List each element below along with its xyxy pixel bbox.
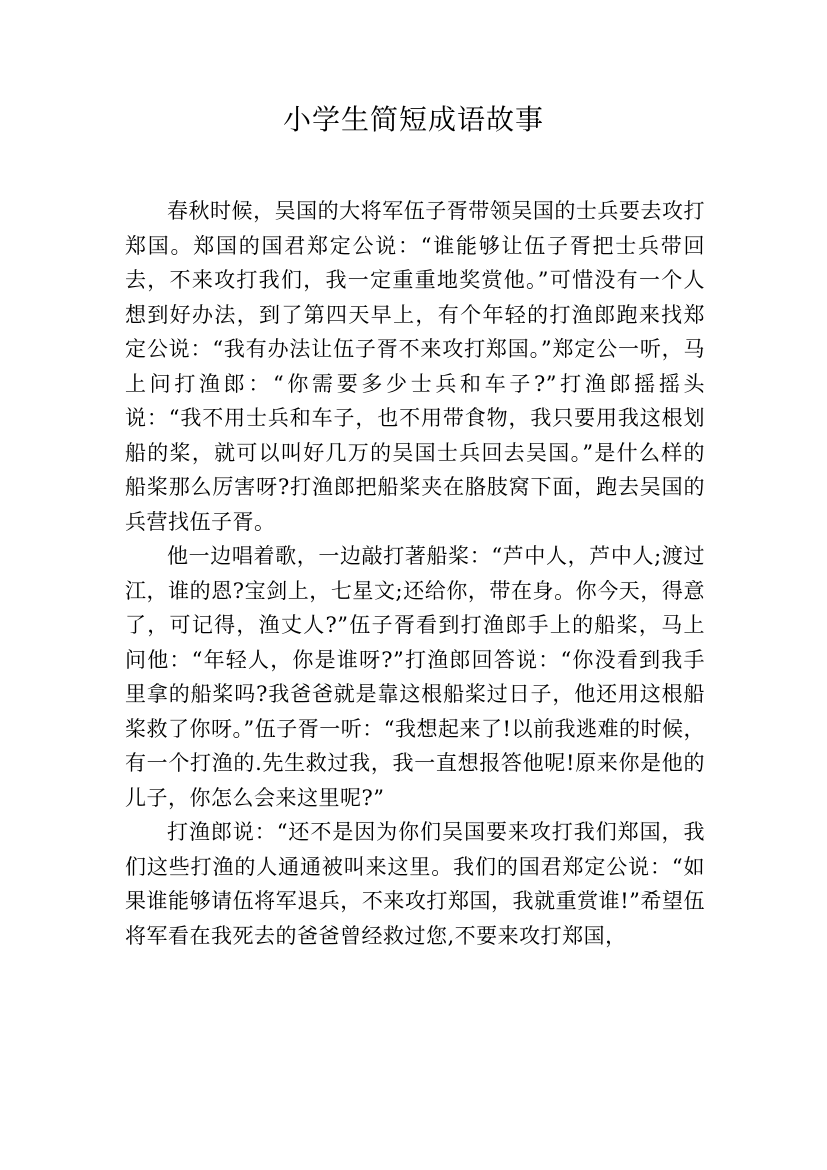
document-title: 小学生简短成语故事 <box>282 103 544 136</box>
paragraph-2: 他一边唱着歌，一边敲打著船桨：“芦中人，芦中人;渡过江，谁的恩?宝剑上，七星文;还给你，带在身。你今天，得意了，可记得，渔丈人?”伍子胥看到打渔郎手上的船桨，马上问他：“年轻人，你是谁呀?”打渔郎回答说：“你没看到我手里拿的船桨吗?我爸爸就是靠这根船桨过日子，他还用这根船桨救了你呀。”伍子胥一听：“我想起来了!以前我逃难的时候，有一个打渔的.先生救过我，我一直想报答他呢!原来你是他的儿子，你怎么会来这里呢?” <box>125 544 705 810</box>
document-body <box>125 194 705 953</box>
paragraph-3: 打渔郎说：“还不是因为你们吴国要来攻打我们郑国，我们这些打渔的人通通被叫来这里。我们的国君郑定公说：“如果谁能够请伍将军退兵，不来攻打郑国，我就重赏谁!”希望伍将军看在我死去的爸爸曾经救过您,不要来攻打郑国， <box>125 820 705 948</box>
paragraph-1: 春秋时候，吴国的大将军伍子胥带领吴国的士兵要去攻打郑国。郑国的国君郑定公说：“谁能够让伍子胥把士兵带回去，不来攻打我们，我一定重重地奖赏他。”可惜没有一个人想到好办法，到了第四天早上，有个年轻的打渔郎跑来找郑定公说：“我有办法让伍子胥不来攻打郑国。”郑定公一听，马上问打渔郎：“你需要多少士兵和车子?”打渔郎摇摇头说：“我不用士兵和车子，也不用带食物，我只要用我这根划船的桨，就可以叫好几万的吴国士兵回去吴国。”是什么样的船桨那么厉害呀?打渔郎把船桨夹在胳肢窝下面，跑去吴国的兵营找伍子胥。 <box>125 199 705 534</box>
